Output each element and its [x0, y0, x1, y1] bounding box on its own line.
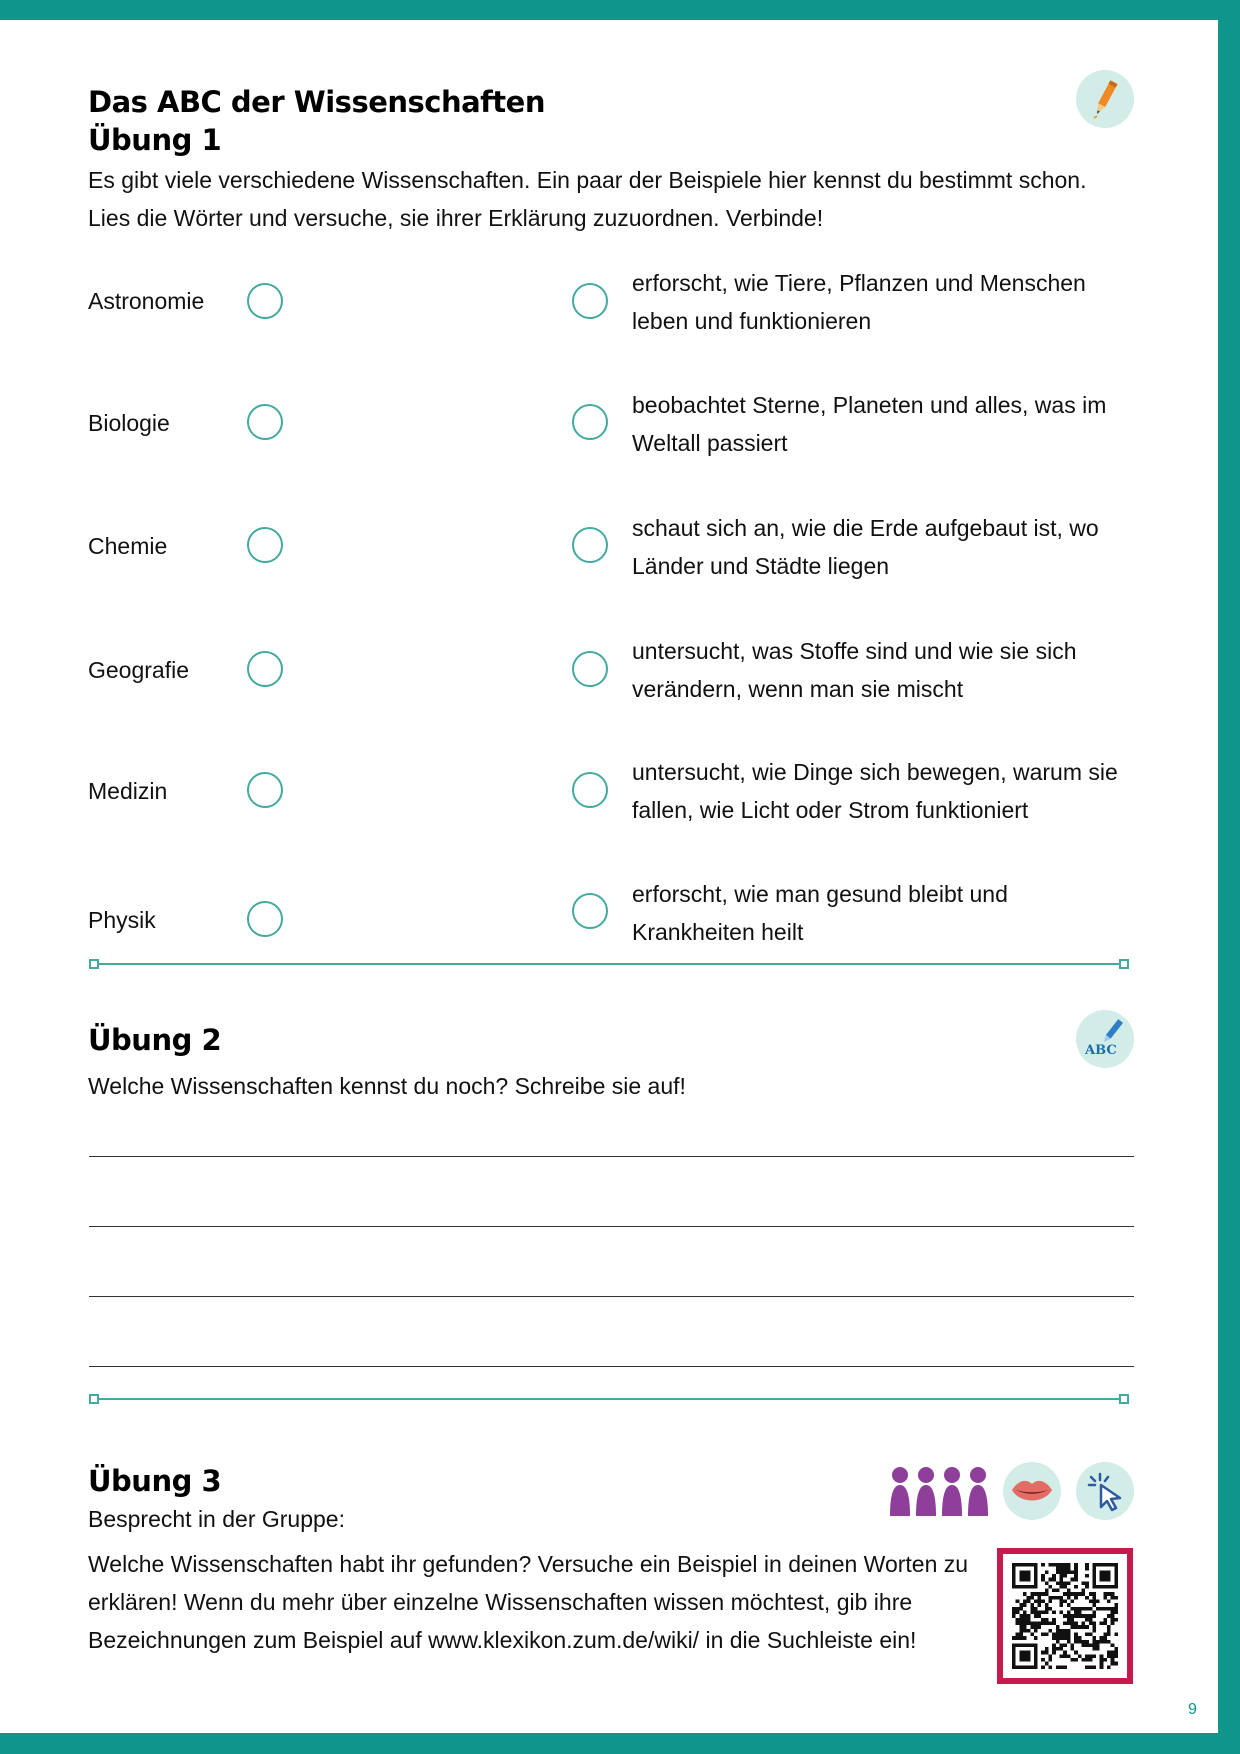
definition-connector-dot[interactable] — [572, 893, 608, 929]
abc-icon-text: ABC — [1085, 1043, 1117, 1058]
page-number: 9 — [1188, 1701, 1197, 1718]
writing-line[interactable] — [89, 1226, 1134, 1227]
term-connector-dot[interactable] — [247, 404, 283, 440]
speak-mouth-icon — [1003, 1462, 1061, 1520]
worksheet-title: Das ABC der Wissenschaften — [88, 85, 545, 119]
term-connector-dot[interactable] — [247, 527, 283, 563]
term-label: Geografie — [88, 657, 190, 683]
term-label: Biologie — [88, 410, 170, 436]
definition-text: schaut sich an, wie die Erde aufgebaut ist, wo Länder und Städte liegen — [632, 515, 1099, 579]
qr-code-image — [1012, 1563, 1118, 1669]
term-connector-dot[interactable] — [247, 283, 283, 319]
term-label: Physik — [88, 907, 156, 933]
definition-text: erforscht, wie Tiere, Pflanzen und Menschen leben und funktionieren — [632, 270, 1086, 334]
term-connector-dot[interactable] — [247, 901, 283, 937]
exercise-2-instructions: Welche Wissenschaften kennst du noch? Schreibe sie auf! — [88, 1073, 686, 1099]
definition-connector-dot[interactable] — [572, 283, 608, 319]
click-cursor-icon — [1076, 1462, 1134, 1520]
term-connector-dot[interactable] — [247, 772, 283, 808]
writing-line[interactable] — [89, 1366, 1134, 1367]
section-divider — [89, 1394, 1129, 1404]
definition-connector-dot[interactable] — [572, 404, 608, 440]
exercise-3-subheading: Besprecht in der Gruppe: — [88, 1506, 345, 1532]
worksheet-page — [0, 20, 1218, 1733]
term-label: Astronomie — [88, 288, 205, 314]
term-label: Chemie — [88, 533, 168, 559]
abc-pen-icon — [1076, 1010, 1134, 1068]
definition-text: untersucht, wie Dinge sich bewegen, warum sie fallen, wie Licht oder Strom funktioniert — [632, 759, 1118, 823]
term-label: Medizin — [88, 778, 168, 804]
definition-connector-dot[interactable] — [572, 772, 608, 808]
group-icon — [888, 1466, 990, 1516]
pencil-icon — [1076, 70, 1134, 128]
definition-connector-dot[interactable] — [572, 651, 608, 687]
exercise-3-text: Welche Wissenschaften habt ihr gefunden? Versuche ein Beispiel in deinen Worten zu erklären! Wenn du mehr über einzelne Wissenschaften wissen möchtest, gib ihre Bezeichnungen zum Beispiel auf www.klexikon.zum.de/wiki/ in die Suchleiste ein! — [88, 1551, 969, 1653]
term-connector-dot[interactable] — [247, 651, 283, 687]
exercise-1-heading: Übung 1 — [88, 123, 222, 157]
exercise-2-heading: Übung 2 — [88, 1023, 222, 1057]
writing-line[interactable] — [89, 1296, 1134, 1297]
definition-text: erforscht, wie man gesund bleibt und Krankheiten heilt — [632, 881, 1008, 945]
qr-code[interactable] — [997, 1548, 1133, 1684]
writing-line[interactable] — [89, 1156, 1134, 1157]
definition-connector-dot[interactable] — [572, 527, 608, 563]
exercise-1-instructions: Es gibt viele verschiedene Wissenschaften. Ein paar der Beispiele hier kennst du bestimmt schon. Lies die Wörter und versuche, sie ihrer Erklärung zuzuordnen. Verbinde! — [88, 167, 1087, 231]
definition-text: untersucht, was Stoffe sind und wie sie sich verändern, wenn man sie mischt — [632, 638, 1077, 702]
definition-text: beobachtet Sterne, Planeten und alles, was im Weltall passiert — [632, 392, 1107, 456]
section-divider — [89, 959, 1129, 969]
exercise-3-heading: Übung 3 — [88, 1464, 222, 1498]
